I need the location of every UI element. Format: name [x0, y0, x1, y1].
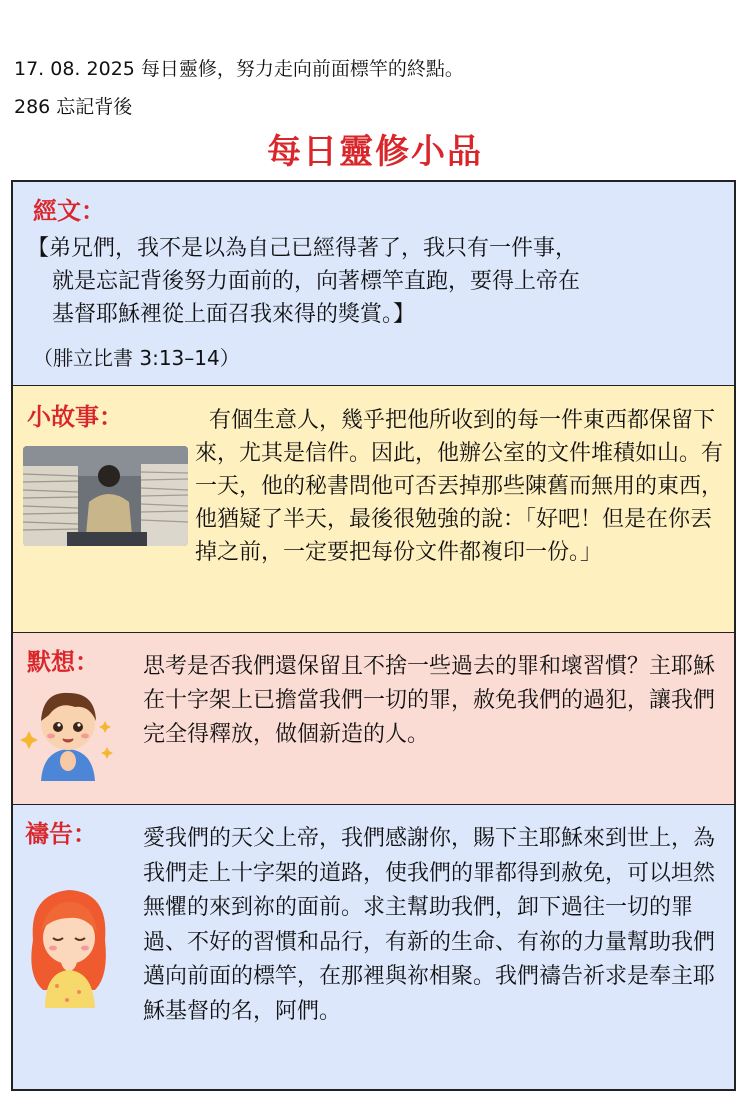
reflection-card	[11, 633, 736, 806]
story-heading: 小故事：	[27, 403, 123, 431]
date-line: 17. 08. 2025 每日靈修，努力走向前面標竿的終點。	[14, 58, 464, 80]
prayer-text: 愛我們的天父上帝，我們感謝你，賜下主耶穌來到世上，為我們走上十字架的道路，使我們的罪都得到赦免，可以坦然無懼的來到祢的面前。求主幫助我們，卸下過往一切的罪過、不好的習慣和品行，有新的生命、有祢的力量幫助我們邁向前面的標竿，在那裡與祢相聚。我們禱告祈求是奉主耶穌基督的名，阿們。	[143, 826, 716, 1024]
reflection-text: 思考是否我們還保留且不捨一些過去的罪和壞習慣？主耶穌在十字架上已擔當我們一切的罪，赦免我們的過犯，讓我們完全得釋放，做個新造的人。	[143, 654, 716, 747]
scripture-line: 基督耶穌裡從上面召我來得的獎賞。】	[52, 302, 416, 327]
reflection-heading: 默想：	[27, 648, 99, 676]
story-card	[11, 386, 736, 634]
scripture-text	[27, 232, 717, 331]
story-text: 有個生意人，幾乎把他所收到的每一件東西都保留下來，尤其是信件。因此，他辦公室的文件堆積如山。有一天，他的秘書問他可否丟掉那些陳舊而無用的東西，他猶疑了半天，最後很勉強的說：「好吧！但是在你丟掉之前，一定要把每份文件都複印一份。」	[195, 408, 724, 565]
praying-girl-illustration	[23, 880, 115, 1010]
scripture-line: 【弟兄們，我不是以為自己已經得著了，我只有一件事，	[27, 236, 578, 261]
prayer-heading: 禱告：	[25, 820, 97, 848]
praying-boy-illustration	[19, 681, 117, 783]
scripture-line: 就是忘記背後努力面前的，向著標竿直跑，要得上帝在	[52, 269, 581, 294]
scripture-reference: （腓立比書 3:13–14）	[33, 346, 240, 370]
scripture-card	[11, 180, 736, 387]
office-paper-stack-photo	[23, 446, 188, 546]
scripture-heading: 經文：	[33, 197, 105, 225]
prayer-card	[11, 805, 736, 1091]
page-title: 每日靈修小品	[267, 132, 483, 172]
devotion-number-title: 286 忘記背後	[14, 96, 133, 118]
